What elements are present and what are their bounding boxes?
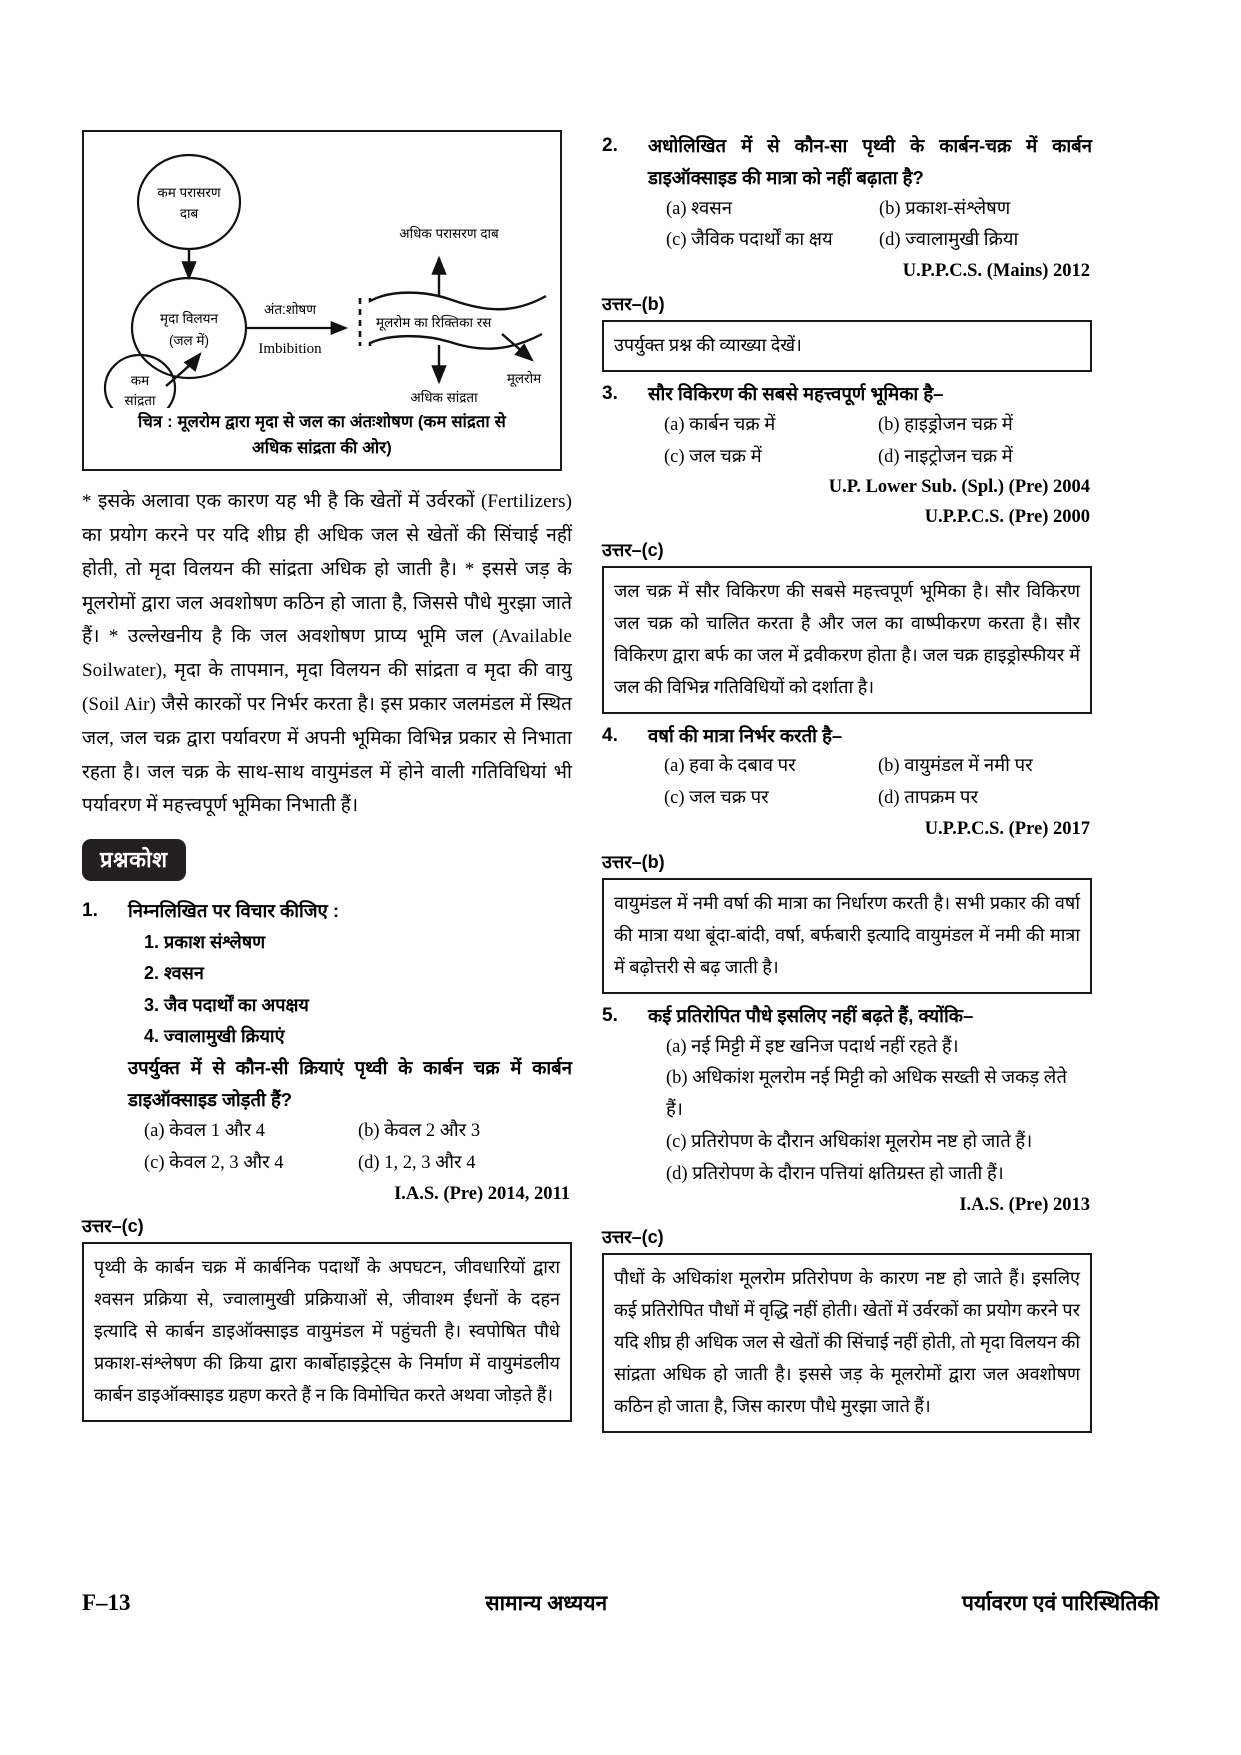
option-c[interactable]: (c) प्रतिरोपण के दौरान अधिकांश मूलरोम नष्ट हो जाते हैं।: [666, 1132, 1033, 1152]
question-4-options: [648, 751, 1092, 815]
option-d[interactable]: (d) प्रतिरोपण के दौरान पत्तियां क्षतिग्रस्त हो जाती हैं।: [666, 1163, 1004, 1184]
question-5: [602, 1000, 1092, 1220]
page-content: [82, 130, 1152, 1510]
svg-text:अधिक सांद्रता: अधिक सांद्रता: [410, 390, 478, 405]
question-2: [602, 130, 1092, 287]
question-3: [602, 378, 1092, 533]
question-1-text-2: उपर्युक्त में से कौन-सी क्रियाएं पृथ्वी के कार्बन चक्र में कार्बन डाइऑक्साइड जोड़ती हैं?: [128, 1057, 572, 1111]
option-d[interactable]: (d) ज्वालामुखी क्रिया: [879, 230, 1019, 251]
question-1-source: I.A.S. (Pre) 2014, 2011: [394, 1183, 570, 1204]
svg-text:मृदा विलयन: मृदा विलयन: [160, 311, 218, 326]
sublist-item: 1. प्रकाश संश्लेषण: [144, 932, 266, 953]
two-column-layout: [82, 130, 1152, 1439]
option-c[interactable]: (c) केवल 2, 3 और 4: [144, 1152, 284, 1173]
question-1-options: [128, 1116, 572, 1180]
question-1-sublist: [128, 927, 572, 1052]
question-5-text: कई प्रतिरोपित पौधे इसलिए नहीं बढ़ते हैं, क्योंकि–: [648, 1004, 974, 1026]
option-b[interactable]: (b) हाइड्रोजन चक्र में: [878, 414, 1013, 435]
question-5-options: [648, 1032, 1092, 1191]
question-5-number: 5.: [602, 1004, 618, 1026]
svg-text:कम परासरण: कम परासरण: [157, 185, 221, 200]
figure-caption: [94, 410, 550, 461]
option-b[interactable]: (b) अधिकांश मूलरोम नई मिट्टी को अधिक सख्ती से जकड़ लेते हैं।: [666, 1068, 1067, 1121]
footer-page-number: F–13: [82, 1590, 131, 1615]
question-2-source: U.P.P.C.S. (Mains) 2012: [902, 261, 1090, 282]
page-footer: [82, 1589, 1159, 1617]
left-column: [82, 130, 572, 1439]
svg-text:कम: कम: [130, 373, 150, 388]
question-3-source-2: U.P.P.C.S. (Pre) 2000: [924, 506, 1090, 527]
svg-text:(जल में): (जल में): [169, 333, 209, 348]
option-a[interactable]: (a) नई मिट्टी में इष्ट खनिज पदार्थ नहीं रहते हैं।: [666, 1036, 959, 1057]
option-a[interactable]: (a) केवल 1 और 4: [144, 1120, 266, 1141]
question-3-number: 3.: [602, 382, 618, 404]
body-paragraph: * इसके अलावा एक कारण यह भी है कि खेतों में उर्वरकों (Fertilizers) का प्रयोग करने पर यदि शीघ्र ही अधिक जल से खेतों की सिंचाई नहीं होती, तो मृदा विलयन की सांद्रता अधिक हो जाती है। * इससे जड़ के मूलरोमों द्वारा जल अवशोषण कठिन हो जाता है, जिससे पौधे मुरझा जाते हैं। * उल्लेखनीय है कि जल अवशोषण प्राप्य भूमि जल (Available Soilwater), मृदा के तापमान, मृदा विलयन की सांद्रता व मृदा की वायु (Soil Air) जैसे कारकों पर निर्भर करता है। इस प्रकार जलमंडल में स्थित जल, जल चक्र द्वारा पर्यावरण में अपनी भूमिका विभिन्न प्रकार से निभाता रहता है। जल चक्र के साथ-साथ वायुमंडल में होने वाली गतिविधियां भी पर्यावरण में महत्त्वपूर्ण भूमिका निभाती हैं।: [82, 491, 572, 817]
figure-container: [82, 130, 562, 471]
question-3-explanation: जल चक्र में सौर विकिरण की सबसे महत्त्वपूर्ण भूमिका है। सौर विकिरण जल चक्र को चालित करता है और जल का वाष्पीकरण करता है। सौर विकिरण द्वारा बर्फ का जल में द्रवीकरण होता है। जल चक्र हाइड्रोस्फीयर में जल की विभिन्न गतिविधियों को दर्शाता है।: [602, 566, 1092, 714]
option-d[interactable]: (d) तापक्रम पर: [878, 788, 979, 809]
sublist-item: 2. श्वसन: [144, 963, 204, 984]
question-4-explanation: वायुमंडल में नमी वर्षा की मात्रा का निर्धारण करती है। सभी प्रकार की वर्षा की मात्रा यथा बूंदा-बांदी, वर्षा, बर्फबारी इत्यादि वायुमंडल में नमी की मात्रा में बढ़ोत्तरी से बढ़ जाती है।: [602, 878, 1092, 994]
question-4-text: वर्षा की मात्रा निर्भर करती है–: [648, 724, 843, 746]
section-badge-wrap: [82, 839, 572, 881]
figure-caption-line2: अधिक सांद्रता की ओर): [252, 438, 392, 457]
option-c[interactable]: (c) जैविक पदार्थों का क्षय: [666, 230, 833, 251]
question-4: [602, 720, 1092, 845]
figure-caption-line1: चित्र : मूलरोम द्वारा मृदा से जल का अंतःशोषण (कम सांद्रता से: [138, 413, 506, 431]
option-b[interactable]: (b) प्रकाश-संश्लेषण: [879, 198, 1011, 219]
svg-text:अंत:शोषण: अंत:शोषण: [264, 302, 316, 317]
question-2-explanation: उपर्युक्त प्रश्न की व्याख्या देखें।: [602, 320, 1092, 372]
question-1-explanation: पृथ्वी के कार्बन चक्र में कार्बनिक पदार्थों के अपघटन, जीवधारियों द्वारा श्वसन प्रक्रिया से, ज्वालामुखी प्रक्रियाओं से, जीवाश्म ईंधनों के दहन इत्यादि से कार्बन डाइऑक्साइड वायुमंडल में पहुंचती है। स्वपोषित पौधे प्रकाश-संश्लेषण की क्रिया द्वारा कार्बोहाइड्रेट्स के निर्माण में वायुमंडलीय कार्बन डाइऑक्साइड ग्रहण करते हैं न कि विमोचित करते अथवा जोड़ते हैं।: [82, 1242, 572, 1422]
question-1-number: 1.: [82, 900, 98, 922]
question-3-text: सौर विकिरण की सबसे महत्त्वपूर्ण भूमिका है–: [648, 382, 944, 404]
question-1-answer: उत्तर–(c): [82, 1216, 144, 1237]
question-5-explanation: पौधों के अधिकांश मूलरोम प्रतिरोपण के कारण नष्ट हो जाते हैं। इसलिए कई प्रतिरोपित पौधों में वृद्धि नहीं होती। खेतों में उर्वरकों का प्रयोग करने पर यदि शीघ्र ही अधिक जल से खेतों की सिंचाई नहीं होती, तो मृदा विलयन की सांद्रता अधिक हो जाती है। इससे जड़ के मूलरोमों द्वारा जल अवशोषण कठिन हो जाता है, जिस कारण पौधे मुरझा जाते हैं।: [602, 1253, 1092, 1433]
option-c[interactable]: (c) जल चक्र पर: [664, 788, 769, 809]
option-a[interactable]: (a) कार्बन चक्र में: [664, 414, 776, 435]
option-a[interactable]: (a) हवा के दबाव पर: [664, 756, 796, 777]
question-2-options: [648, 194, 1092, 258]
question-5-source: I.A.S. (Pre) 2013: [959, 1194, 1090, 1215]
svg-text:Imbibition: Imbibition: [258, 341, 322, 357]
question-4-number: 4.: [602, 724, 618, 746]
right-column: [602, 130, 1092, 1439]
question-5-answer: उत्तर–(c): [602, 1227, 664, 1248]
svg-text:अधिक परासरण दाब: अधिक परासरण दाब: [399, 226, 499, 241]
imbibition-diagram: [94, 138, 552, 408]
question-4-source: U.P.P.C.S. (Pre) 2017: [924, 819, 1090, 840]
footer-topic: पर्यावरण एवं पारिस्थितिकी: [962, 1592, 1159, 1615]
sublist-item: 4. ज्वालामुखी क्रियाएं: [144, 1026, 285, 1046]
option-c[interactable]: (c) जल चक्र में: [664, 446, 762, 467]
svg-text:सांद्रता: सांद्रता: [124, 393, 156, 408]
option-a[interactable]: (a) श्वसन: [666, 198, 733, 219]
question-2-answer: उत्तर–(b): [602, 293, 665, 314]
option-b[interactable]: (b) वायुमंडल में नमी पर: [878, 756, 1033, 777]
question-3-source: U.P. Lower Sub. (Spl.) (Pre) 2004: [828, 477, 1090, 498]
svg-text:दाब: दाब: [179, 206, 199, 221]
question-3-answer: उत्तर–(c): [602, 539, 664, 560]
question-3-options: [648, 410, 1092, 474]
question-1-text: निम्नलिखित पर विचार कीजिए :: [128, 900, 340, 922]
question-2-text: अधोलिखित में से कौन-सा पृथ्वी के कार्बन-चक्र में कार्बन डाइऑक्साइड की मात्रा को नहीं बढ़ाता है?: [648, 135, 1092, 188]
svg-text:मूलरोम का रिक्तिका रस: मूलरोम का रिक्तिका रस: [376, 315, 492, 330]
footer-subject: सामान्य अध्ययन: [485, 1592, 608, 1615]
sublist-item: 3. जैव पदार्थों का अपक्षय: [144, 994, 309, 1015]
option-d[interactable]: (d) 1, 2, 3 और 4: [358, 1152, 476, 1173]
svg-text:मूलरोम: मूलरोम: [506, 371, 542, 386]
option-b[interactable]: (b) केवल 2 और 3: [358, 1120, 481, 1141]
question-1: [82, 895, 572, 1209]
option-d[interactable]: (d) नाइट्रोजन चक्र में: [878, 446, 1013, 467]
section-badge: प्रश्नकोश: [82, 839, 186, 881]
question-4-answer: उत्तर–(b): [602, 851, 665, 872]
question-2-number: 2.: [602, 135, 618, 156]
